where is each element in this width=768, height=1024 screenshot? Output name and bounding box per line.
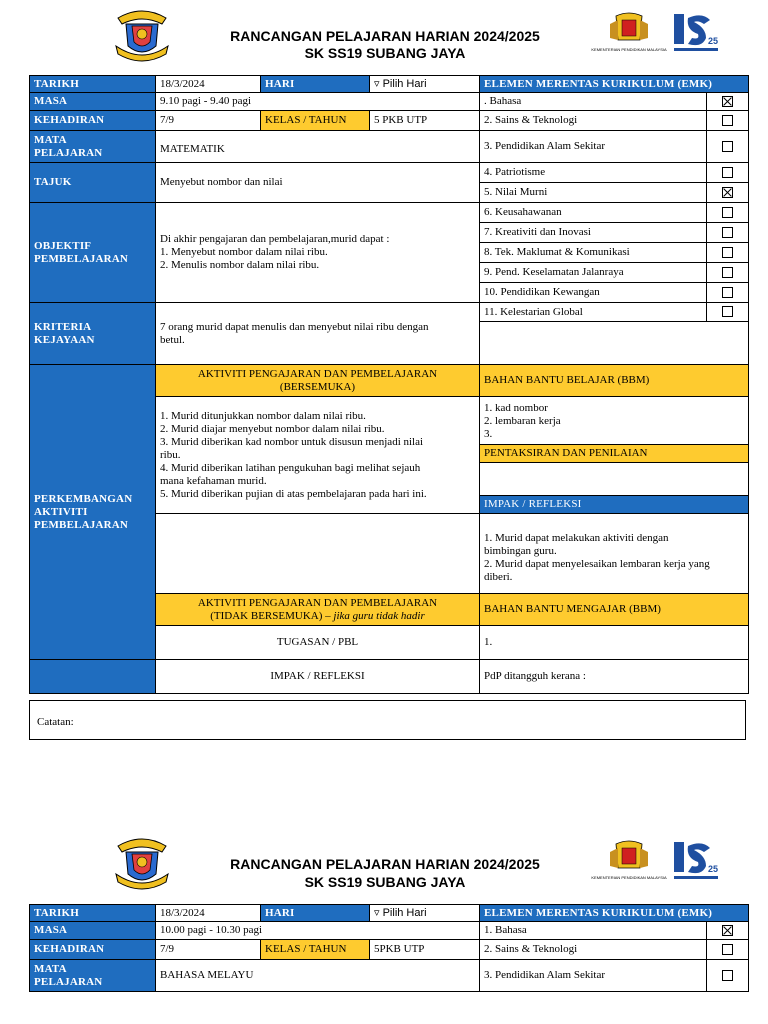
kehadiran-value[interactable]: 7/9 — [156, 111, 261, 131]
label-line: MATA — [34, 133, 67, 146]
school-crest-icon — [112, 8, 172, 62]
emk-checkbox[interactable] — [707, 111, 749, 131]
tajuk-label: TAJUK — [30, 163, 156, 203]
catatan-label: Catatan: — [37, 716, 74, 728]
impak-refleksi-cell[interactable]: IMPAK / REFLEKSI — [156, 660, 480, 694]
emk-item-label: 8. Tek. Maklumat & Komunikasi — [480, 243, 707, 263]
aktiviti-line: 3. Murid diberikan kad nombor untuk disusun menjadi nilai — [160, 436, 424, 448]
impak-line: bimbingan guru. — [484, 545, 557, 557]
emk-checkbox[interactable] — [707, 243, 749, 263]
aktiviti-line: 5. Murid diberikan pujian di atas pembelajaran pada hari ini. — [160, 488, 427, 500]
unchecked-box-icon — [722, 287, 733, 298]
kehadiran-label: KEHADIRAN — [30, 940, 156, 960]
bbb-item: 3. — [484, 427, 493, 440]
emk-item-label: 1. Bahasa — [480, 922, 707, 940]
tarikh-value[interactable]: 18/3/2024 — [156, 905, 261, 922]
kelas-tahun-label: KELAS / TAHUN — [261, 111, 370, 131]
kpm-crest-icon — [591, 10, 667, 54]
emk-checkbox[interactable] — [707, 131, 749, 163]
emk-checkbox[interactable] — [707, 163, 749, 183]
unchecked-box-icon — [722, 227, 733, 238]
emk-item-label: 2. Sains & Teknologi — [480, 111, 707, 131]
badge-number: 25 — [708, 864, 719, 874]
perkembangan-label — [30, 365, 156, 660]
emk-checkbox[interactable] — [707, 922, 749, 940]
emk-checkbox[interactable] — [707, 263, 749, 283]
label-line: PELAJARAN — [34, 146, 103, 159]
checked-box-icon — [722, 925, 733, 936]
aktiviti-bersemuka-blank[interactable] — [156, 514, 480, 594]
unchecked-box-icon — [722, 247, 733, 258]
emk-item-label: 5. Nilai Murni — [480, 183, 707, 203]
lesson-plan-table-2 — [29, 904, 749, 992]
school-name: SK SS19 SUBANG JAYA — [304, 45, 466, 61]
unchecked-box-icon — [722, 167, 733, 178]
unchecked-box-icon — [722, 141, 733, 152]
emk-checkbox[interactable] — [707, 940, 749, 960]
kehadiran-label: KEHADIRAN — [30, 111, 156, 131]
impak-line: diberi. — [484, 571, 513, 583]
unchecked-box-icon — [722, 267, 733, 278]
school-name: SK SS19 SUBANG JAYA — [304, 874, 466, 890]
impak-header: IMPAK / REFLEKSI — [480, 496, 749, 514]
objektif-value[interactable] — [156, 203, 480, 303]
kpm-text: KEMENTERIAN PENDIDIKAN MALAYSIA — [591, 47, 667, 52]
kriteria-value[interactable] — [156, 303, 480, 365]
tajuk-value[interactable]: Menyebut nombor dan nilai — [156, 163, 480, 203]
masa-value[interactable]: 10.00 pagi - 10.30 pagi — [156, 922, 480, 940]
emk-header: ELEMEN MERENTAS KURIKULUM (EMK) — [480, 76, 749, 93]
aktiviti-line: 4. Murid diberikan latihan pengukuhan bagi melihat sejauh — [160, 462, 421, 474]
unchecked-box-icon — [722, 115, 733, 126]
kriteria-line: betul. — [160, 333, 185, 346]
dropdown-arrow-icon: ▿ — [374, 77, 380, 90]
label-line: KRITERIA — [34, 320, 92, 333]
emk-checkbox[interactable] — [707, 223, 749, 243]
label-line: PERKEMBANGAN — [34, 492, 133, 505]
kehadiran-value[interactable]: 7/9 — [156, 940, 261, 960]
mata-pelajaran-value[interactable]: MATEMATIK — [156, 131, 480, 163]
label-line: PEMBELAJARAN — [34, 518, 129, 531]
masa-label: MASA — [30, 93, 156, 111]
emk-item-label: 9. Pend. Keselamatan Jalanraya — [480, 263, 707, 283]
emk-checkbox[interactable] — [707, 93, 749, 111]
emk-empty — [480, 322, 749, 365]
masa-value[interactable]: 9.10 pagi - 9.40 pagi — [156, 93, 480, 111]
kpm-crest-icon — [591, 838, 667, 882]
aktiviti-line: ribu. — [160, 449, 181, 461]
tarikh-label: TARIKH — [30, 76, 156, 93]
emk-item-label: 11. Kelestarian Global — [480, 303, 707, 322]
emk-item-label: 10. Pendidikan Kewangan — [480, 283, 707, 303]
bbb-value[interactable] — [480, 397, 749, 445]
aktiviti-tidak-bersemuka-header — [156, 594, 480, 626]
emk-checkbox[interactable] — [707, 183, 749, 203]
label-line: AKTIVITI — [34, 505, 88, 518]
pentaksiran-header: PENTAKSIRAN DAN PENILAIAN — [480, 445, 749, 463]
objektif-line: 1. Menyebut nombor dalam nilai ribu. — [160, 246, 328, 258]
label-line: KEJAYAAN — [34, 333, 95, 346]
anniversary-badge-icon — [672, 12, 720, 56]
tarikh-label: TARIKH — [30, 905, 156, 922]
label-line: MATA — [34, 962, 67, 975]
unchecked-box-icon — [722, 970, 733, 981]
kelas-value[interactable]: 5 PKB UTP — [370, 111, 480, 131]
emk-checkbox[interactable] — [707, 960, 749, 992]
objektif-label — [30, 203, 156, 303]
emk-item-label: 3. Pendidikan Alam Sekitar — [480, 960, 707, 992]
unchecked-box-icon — [722, 306, 733, 317]
perkembangan-label-tail — [30, 660, 156, 694]
page1-header — [0, 0, 768, 72]
hari-label: HARI — [261, 905, 370, 922]
bbm-value[interactable]: 1. — [480, 626, 749, 660]
page-title: RANCANGAN PELAJARAN HARIAN 2024/2025 — [230, 856, 540, 872]
pdp-ditangguh[interactable]: PdP ditangguh kerana : — [480, 660, 749, 694]
objektif-line: 2. Menulis nombor dalam nilai ribu. — [160, 259, 320, 271]
pentaksiran-value[interactable] — [480, 463, 749, 496]
badge-number: 25 — [708, 36, 719, 46]
header-line: (TIDAK BERSEMUKA) – — [210, 609, 331, 622]
label-line: OBJEKTIF — [34, 239, 92, 252]
lesson-plan-table-1 — [29, 75, 749, 694]
page2-header — [0, 830, 768, 902]
emk-item-label: 6. Keusahawanan — [480, 203, 707, 223]
bbb-header: BAHAN BANTU BELAJAR (BBM) — [480, 365, 749, 397]
tarikh-value[interactable]: 18/3/2024 — [156, 76, 261, 93]
tugasan-cell[interactable]: TUGASAN / PBL — [156, 626, 480, 660]
emk-item-label: 2. Sains & Teknologi — [480, 940, 707, 960]
checked-box-icon — [722, 187, 733, 198]
header-line: AKTIVITI PENGAJARAN DAN PEMBELAJARAN — [197, 367, 438, 380]
page-title: RANCANGAN PELAJARAN HARIAN 2024/2025 — [230, 28, 540, 44]
impak-line: 1. Murid dapat melakukan aktiviti dengan — [484, 532, 669, 544]
aktiviti-line: 2. Murid diajar menyebut nombor dalam nilai ribu. — [160, 423, 385, 435]
emk-checkbox[interactable] — [707, 303, 749, 322]
kelas-tahun-label: KELAS / TAHUN — [261, 940, 370, 960]
catatan-box[interactable] — [29, 700, 746, 740]
masa-label: MASA — [30, 922, 156, 940]
kelas-value[interactable]: 5PKB UTP — [370, 940, 480, 960]
anniversary-badge-icon — [672, 840, 720, 884]
checked-box-icon — [722, 96, 733, 107]
unchecked-box-icon — [722, 944, 733, 955]
kriteria-line: 7 orang murid dapat menulis dan menyebut nilai ribu dengan — [160, 320, 429, 333]
emk-checkbox[interactable] — [707, 203, 749, 223]
bbb-item: 2. lembaran kerja — [484, 414, 561, 427]
kpm-text: KEMENTERIAN PENDIDIKAN MALAYSIA — [591, 875, 667, 880]
header-line: AKTIVITI PENGAJARAN DAN PEMBELAJARAN — [197, 596, 438, 609]
bbm-header: BAHAN BANTU MENGAJAR (BBM) — [480, 594, 749, 626]
mata-pelajaran-value[interactable]: BAHASA MELAYU — [156, 960, 480, 992]
bbb-item: 1. kad nombor — [484, 401, 548, 414]
hari-dropdown[interactable] — [370, 905, 480, 922]
label-line: PELAJARAN — [34, 975, 103, 988]
emk-checkbox[interactable] — [707, 283, 749, 303]
impak-line: 2. Murid dapat menyelesaikan lembaran kerja yang — [484, 558, 710, 570]
objektif-line: Di akhir pengajaran dan pembelajaran,murid dapat : — [160, 233, 390, 245]
aktiviti-line: mana kefahaman murid. — [160, 475, 267, 487]
aktiviti-line: 1. Murid ditunjukkan nombor dalam nilai ribu. — [160, 410, 366, 422]
header-note: jika guru tidak hadir — [333, 609, 425, 622]
impak-value[interactable] — [480, 514, 749, 594]
unchecked-box-icon — [722, 207, 733, 218]
header-line: (BERSEMUKA) — [279, 380, 356, 393]
hari-dropdown[interactable] — [370, 76, 480, 93]
emk-item-label: 7. Kreativiti dan Inovasi — [480, 223, 707, 243]
emk-item-label: 4. Patriotisme — [480, 163, 707, 183]
aktiviti-bersemuka-header — [156, 365, 480, 397]
hari-label: HARI — [261, 76, 370, 93]
emk-header: ELEMEN MERENTAS KURIKULUM (EMK) — [480, 905, 749, 922]
school-crest-icon — [112, 836, 172, 890]
mata-pelajaran-label — [30, 960, 156, 992]
dropdown-arrow-icon: ▿ — [374, 906, 380, 919]
kriteria-label — [30, 303, 156, 365]
aktiviti-bersemuka-value[interactable] — [156, 397, 480, 514]
label-line: PEMBELAJARAN — [34, 252, 129, 265]
mata-pelajaran-label — [30, 131, 156, 163]
emk-item-label: . Bahasa — [480, 93, 707, 111]
hari-select-value: Pilih Hari — [382, 906, 427, 919]
emk-item-label: 3. Pendidikan Alam Sekitar — [480, 131, 707, 163]
hari-select-value: Pilih Hari — [382, 77, 427, 90]
